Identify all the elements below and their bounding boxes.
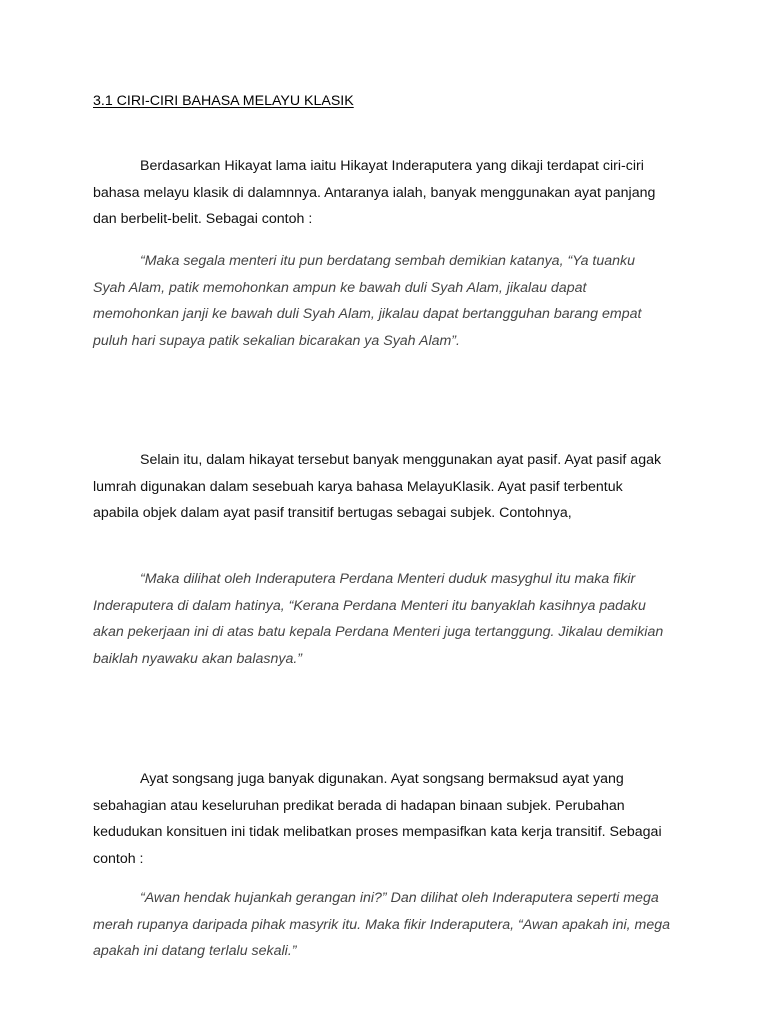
paragraph-3 xyxy=(93,766,671,872)
paragraph-2 xyxy=(93,447,671,527)
quote-1-text: “Maka segala menteri itu pun berdatang sembah demikian katanya, “Ya tuanku Syah Alam, patik memohonkan ampun ke bawah duli Syah Alam, jikalau dapat memohonkan janji ke bawah duli Syah Alam, jikalau dapat bertangguhan barang empat puluh hari supaya patik sekalian bicarakan ya Syah Alam”. xyxy=(93,253,642,349)
quote-3 xyxy=(93,885,671,965)
quote-2-text: “Maka dilihat oleh Inderaputera Perdana Menteri duduk masyghul itu maka fikir Inderaputera di dalam hatinya, “Kerana Perdana Menteri itu banyaklah kasihnya padaku akan pekerjaan ini di atas batu kepala Perdana Menteri juga tertanggung. Jikalau demikian baiklah nyawaku akan balasnya.” xyxy=(93,571,664,667)
paragraph-1-text: Berdasarkan Hikayat lama iaitu Hikayat Inderaputera yang dikaji terdapat ciri-ciri bahasa melayu klasik di dalamnnya. Antaranya ialah, banyak menggunakan ayat panjang dan berbelit-belit. Sebagai contoh : xyxy=(93,158,656,227)
paragraph-1 xyxy=(93,153,671,233)
paragraph-3-text: Ayat songsang juga banyak digunakan. Ayat songsang bermaksud ayat yang sebahagian atau keseluruhan predikat berada di hadapan binaan subjek. Perubahan kedudukan konsituen ini tidak melibatkan proses mempasifkan kata kerja transitif. Sebagai contoh : xyxy=(93,771,662,867)
paragraph-2-text: Selain itu, dalam hikayat tersebut banyak menggunakan ayat pasif. Ayat pasif agak lumrah digunakan dalam sesebuah karya bahasa MelayuKlasik. Ayat pasif terbentuk apabila objek dalam ayat pasif transitif bertugas sebagai subjek. Contohnya, xyxy=(93,452,662,521)
quote-2 xyxy=(93,566,671,672)
quote-3-text: “Awan hendak hujankah gerangan ini?” Dan dilihat oleh Inderaputera seperti mega merah rupanya daripada pihak masyrik itu. Maka fikir Inderaputera, “Awan apakah ini, mega apakah ini datang terlalu sekali.” xyxy=(93,890,670,959)
section-heading: 3.1 CIRI-CIRI BAHASA MELAYU KLASIK xyxy=(93,93,354,109)
quote-1 xyxy=(93,248,671,354)
